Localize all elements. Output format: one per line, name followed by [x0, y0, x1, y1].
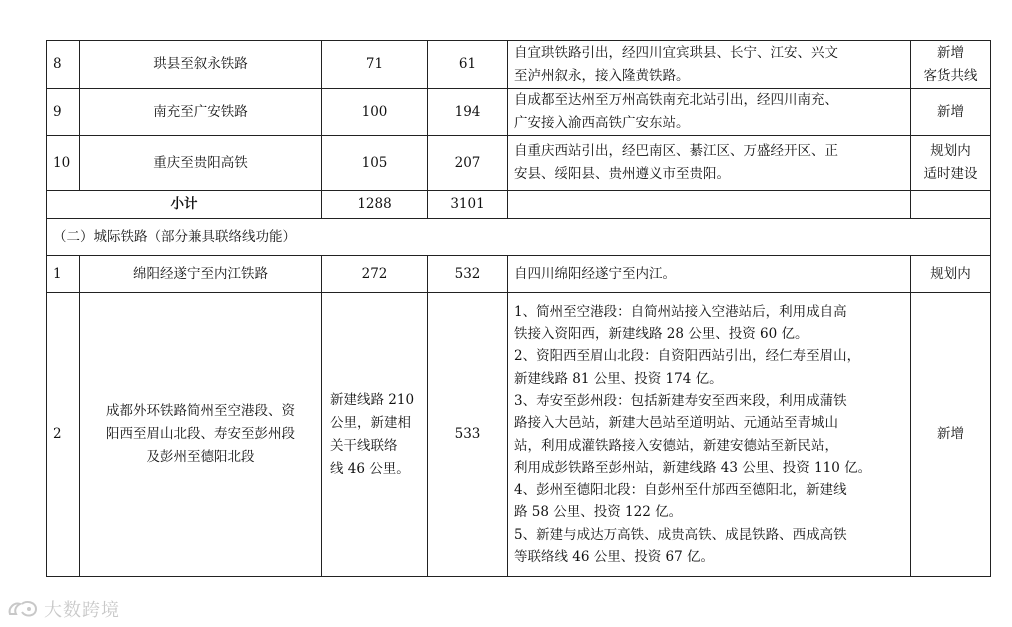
row-number: 8 — [47, 41, 80, 89]
line-description: 自重庆西站引出，经巴南区、綦江区、万盛经开区、正 安县、绥阳县、贵州遵义市至贵阳。 — [508, 136, 911, 191]
row-number: 9 — [47, 89, 80, 136]
line-investment: 61 — [428, 41, 508, 89]
line-note: 规划内 — [911, 256, 991, 293]
subtotal-label: 小计 — [47, 191, 322, 219]
line-investment: 207 — [428, 136, 508, 191]
line-name: 重庆至贵阳高铁 — [80, 136, 322, 191]
section-row — [47, 219, 991, 256]
line-note: 规划内 适时建设 — [911, 136, 991, 191]
line-length: 71 — [322, 41, 428, 89]
table-row — [47, 41, 991, 89]
line-description: 1、简州至空港段：自简州站接入空港站后，利用成自高 铁接入资阳西，新建线路 28 公里、投资 60 亿。 2、资阳西至眉山北段：自资阳西站引出，经仁寿至眉山， 新建线路 81 公里、投资 174 亿。 3、寿安至彭州段：包括新建寿安至西来段，利用成蒲铁 路接入大邑站，新建大邑站至道明站、元通站至青城山 站，利用成灌铁路接入安德站，新建安德站至新民站， 利用成彭铁路至彭州站，新建线路 43 公里、投资 110 亿。 4、彭州至德阳北段：自彭州至什邡西至德阳北，新建线 路 58 公里、投资 122 亿。 5、新建与成达万高铁、成贵高铁、成昆铁路、西成高铁 等联络线 46 公里、投资 67 亿。 — [508, 293, 911, 577]
table-row — [47, 256, 991, 293]
watermark-text: 大数跨境 — [44, 600, 120, 621]
railway-table — [46, 40, 991, 577]
table-row — [47, 89, 991, 136]
row-number: 1 — [47, 256, 80, 293]
row-number: 10 — [47, 136, 80, 191]
subtotal-length: 1288 — [322, 191, 428, 219]
line-description: 自成都至达州至万州高铁南充北站引出，经四川南充、 广安接入渝西高铁广安东站。 — [508, 89, 911, 136]
line-note: 新增 — [911, 89, 991, 136]
line-length: 100 — [322, 89, 428, 136]
line-investment: 533 — [428, 293, 508, 577]
line-name: 成都外环铁路简州至空港段、资 阳西至眉山北段、寿安至彭州段 及彭州至德阳北段 — [80, 293, 322, 577]
line-name: 绵阳经遂宁至内江铁路 — [80, 256, 322, 293]
line-name: 南充至广安铁路 — [80, 89, 322, 136]
empty-cell — [911, 191, 991, 219]
line-length: 105 — [322, 136, 428, 191]
line-length: 272 — [322, 256, 428, 293]
row-number: 2 — [47, 293, 80, 577]
empty-cell — [508, 191, 911, 219]
line-description: 自四川绵阳经遂宁至内江。 — [508, 256, 911, 293]
line-description: 自宜珙铁路引出，经四川宜宾珙县、长宁、江安、兴文 至泸州叙永，接入隆黄铁路。 — [508, 41, 911, 89]
subtotal-row — [47, 191, 991, 219]
watermark-logo-icon — [6, 598, 40, 620]
line-note: 新增 — [911, 293, 991, 577]
line-name: 珙县至叙永铁路 — [80, 41, 322, 89]
table-row — [47, 293, 991, 577]
subtotal-investment: 3101 — [428, 191, 508, 219]
table-row — [47, 136, 991, 191]
line-investment: 194 — [428, 89, 508, 136]
watermark — [6, 596, 120, 622]
line-investment: 532 — [428, 256, 508, 293]
line-length: 新建线路 210 公里，新建相 关干线联络 线 46 公里。 — [322, 293, 428, 577]
section-title: （二）城际铁路（部分兼具联络线功能） — [47, 219, 991, 256]
line-note: 新增 客货共线 — [911, 41, 991, 89]
